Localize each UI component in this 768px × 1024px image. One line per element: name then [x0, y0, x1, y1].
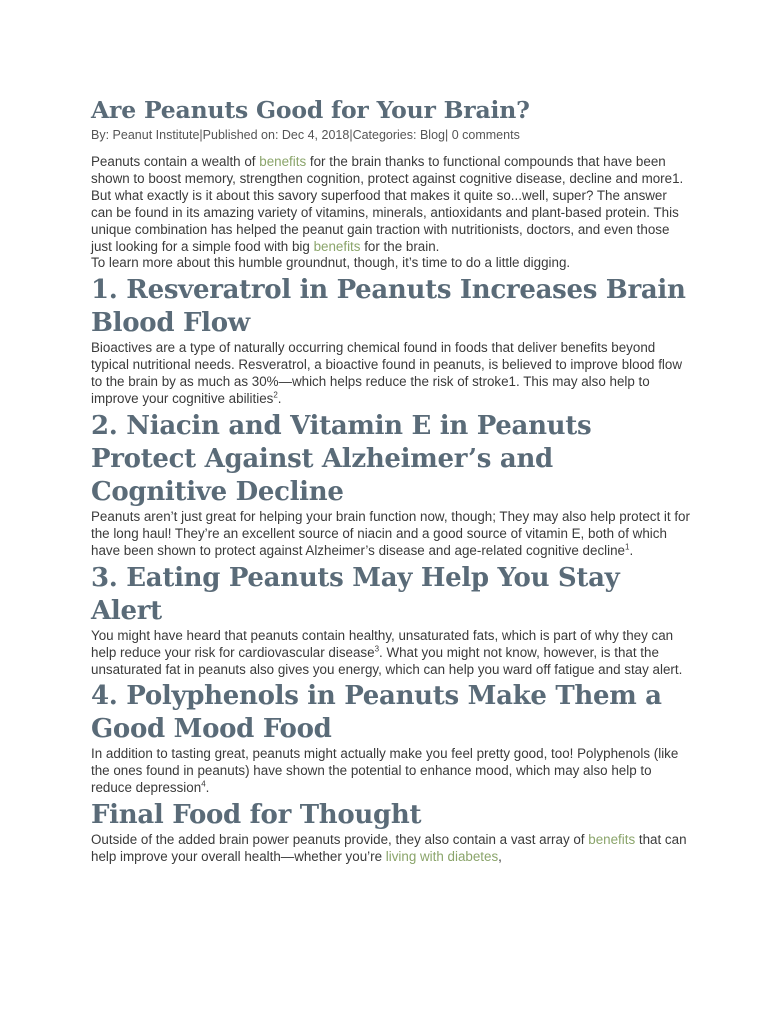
final-heading: Final Food for Thought — [91, 800, 422, 831]
footnote-ref: 3 — [374, 644, 380, 654]
section-heading-4: 4. Polyphenols in Peanuts Make Them a Good Mood Food — [91, 681, 662, 745]
benefits-link[interactable]: benefits — [588, 832, 636, 848]
article-meta — [91, 127, 691, 143]
final-body: that can help improve your overall health—whether you’re — [91, 832, 687, 865]
benefits-link[interactable]: benefits — [313, 238, 361, 254]
intro-paragraph — [91, 154, 691, 255]
meta-by-label: By: — [91, 128, 113, 142]
living-with-diabetes-link[interactable]: living with diabetes — [385, 849, 499, 865]
footnote-ref: 1 — [624, 542, 630, 552]
intro-text: for the brain. — [360, 238, 440, 254]
final-text — [91, 832, 691, 866]
section-body: In addition to tasting great, peanuts might actually make you feel pretty good, too! Polyphenols (like the ones found in peanuts) have shown the potential to enhance mood, which may also help to reduce depression — [91, 746, 679, 796]
published-date: Published on: Dec 4, 2018 — [202, 128, 350, 142]
section-heading-3: 3. Eating Peanuts May Help You Stay Alert — [91, 562, 620, 626]
section-body: . — [277, 391, 282, 407]
section-text-3 — [91, 628, 691, 679]
author-link[interactable]: Peanut Institute — [112, 128, 200, 142]
section-heading-1: 1. Resveratrol in Peanuts Increases Brain Blood Flow — [91, 275, 686, 339]
section-body: You might have heard that peanuts contain healthy, unsaturated fats, which is part of why they can help reduce your risk for cardiovascular disease — [91, 627, 674, 660]
section-text-4 — [91, 746, 691, 797]
section-body: Bioactives are a type of naturally occurring chemical found in foods that deliver benefits beyond typical nutritional needs. Resveratrol, a bioactive found in peanuts, is believed to improve blood flow to the brain by as much as 30%—which helps reduce the risk of stroke1. This may also help to improve your cognitive abilities — [91, 340, 683, 407]
section-heading-2: 2. Niacin and Vitamin E in Peanuts Protect Against Alzheimer’s and Cognitive Decline — [91, 410, 592, 507]
intro-paragraph-2: To learn more about this humble groundnut, though, it’s time to do a little digging. — [91, 255, 571, 271]
meta-separator: | — [445, 128, 452, 142]
intro-text: for the brain thanks to functional compounds that have been shown to boost memory, strengthen cognition, protect against cognitive disease, decline and more1. But what exactly is it about this savory superfood that makes it quite so...well, super? The answer can be found in its amazing variety of vitamins, minerals, antioxidants and plant-based protein. This unique combination has helped the peanut gain traction with nutritionists, doctors, and even those just looking for a simple food with big — [91, 154, 684, 254]
final-body: , — [498, 849, 502, 865]
section-text-2 — [91, 509, 691, 560]
meta-separator: | — [199, 128, 203, 142]
footnote-ref: 2 — [273, 390, 278, 400]
category-link[interactable]: Blog — [419, 128, 445, 142]
section-text-1 — [91, 340, 691, 408]
section-body: . — [205, 780, 210, 796]
meta-separator: | — [349, 128, 353, 142]
categories-label: Categories: — [352, 128, 420, 142]
article — [91, 93, 691, 866]
section-body: Peanuts aren’t just great for helping your brain function now, though; They may also help protect it for the long haul! They’re an excellent source of niacin and a good source of vitamin E, both of which have been shown to protect against Alzheimer’s disease and age-related cognitive decline — [91, 508, 690, 558]
article-title: Are Peanuts Good for Your Brain? — [91, 96, 530, 124]
benefits-link[interactable]: benefits — [259, 154, 307, 169]
intro-text: Peanuts contain a wealth of — [91, 154, 260, 169]
comments-link[interactable]: 0 comments — [451, 128, 520, 142]
section-body: . — [629, 542, 634, 558]
final-body: Outside of the added brain power peanuts provide, they also contain a vast array of — [91, 832, 589, 848]
footnote-ref: 4 — [201, 779, 206, 789]
section-body: . What you might not know, however, is that the unsaturated fat in peanuts also gives you energy, which can help you ward off fatigue and stay alert. — [91, 644, 683, 677]
